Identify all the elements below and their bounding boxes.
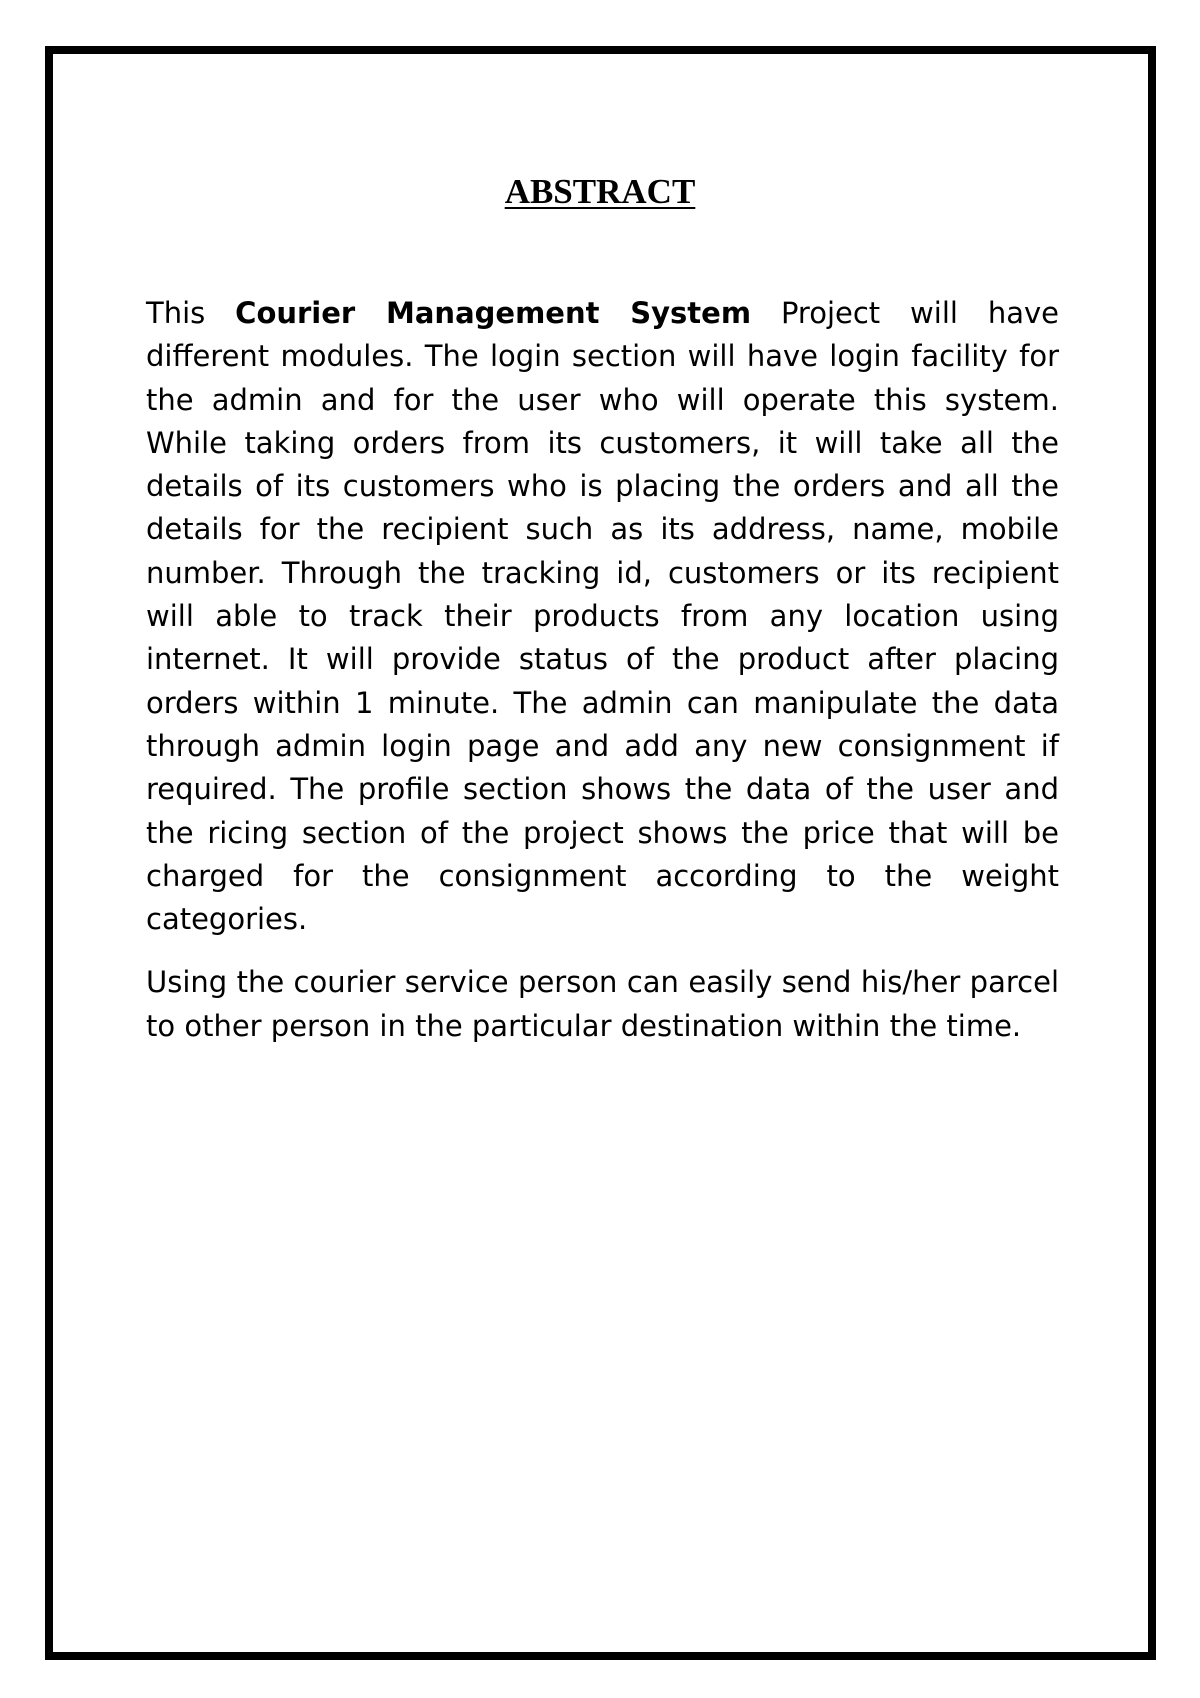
abstract-title-text: ABSTRACT (504, 172, 696, 211)
abstract-paragraph-2: Using the courier service person can easily send his/her parcel to other person in the particular destination within the time. (146, 965, 1059, 1043)
paragraph-1-lead: This (146, 296, 236, 330)
abstract-body (146, 292, 1059, 1048)
abstract-paragraph-1 (146, 292, 1059, 941)
abstract-title (0, 172, 1200, 212)
project-name: Courier Management System (235, 296, 752, 330)
paragraph-1-rest: Project will have different modules. The login section will have login facility for the admin and for the user who will operate this system. While taking orders from its customers, it will take all the details of its customers who is placing the orders and all the details for the recipient such as its address, name, mobile number. Through the tracking id, customers or its recipient will able to track their products from any location using internet. It will provide status of the product after placing orders within 1 minute. The admin can manipulate the data through admin login page and add any new consignment if required. The profile section shows the data of the user and the ricing section of the project shows the price that will be charged for the consignment according to the weight categories. (146, 296, 1059, 937)
